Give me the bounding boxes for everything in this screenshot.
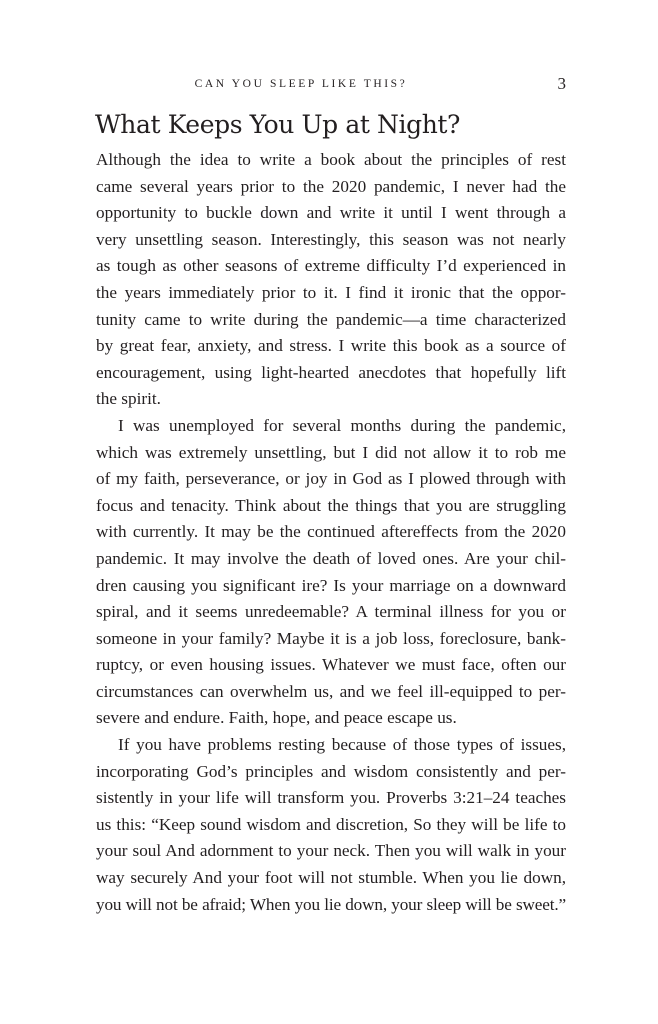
text-line: the spirit. <box>96 389 161 409</box>
text-line: the years immediately prior to it. I find it ironic that the oppor- <box>96 282 566 302</box>
text-line: opportunity to buckle down and write it until I went through a <box>96 203 566 223</box>
text-line: encouragement, using light-hearted anecdotes that hopefully lift <box>96 362 566 382</box>
paragraph-3 <box>96 732 566 918</box>
paragraph-2 <box>96 413 566 732</box>
text-line: pandemic. It may involve the death of loved ones. Are your chil- <box>96 548 566 568</box>
paragraph-1 <box>96 147 566 413</box>
text-line: incorporating God’s principles and wisdom consistently and per- <box>96 761 566 781</box>
text-line: came several years prior to the 2020 pandemic, I never had the <box>96 176 566 196</box>
text-line: focus and tenacity. Think about the things that you are struggling <box>96 495 566 515</box>
text-line: which was extremely unsettling, but I did not allow it to rob me <box>96 442 566 462</box>
running-head <box>96 74 566 98</box>
body-text <box>96 147 566 918</box>
text-line: as tough as other seasons of extreme difficulty I’d experienced in <box>96 256 566 276</box>
text-line: way securely And your foot will not stumble. When you lie down, <box>96 868 566 888</box>
text-line: sistently in your life will transform you. Proverbs 3:21–24 teaches <box>96 788 566 808</box>
text-line: with currently. It may be the continued aftereffects from the 2020 <box>96 522 566 542</box>
text-line: of my faith, perseverance, or joy in God as I plowed through with <box>96 469 566 489</box>
text-line: your soul And adornment to your neck. Then you will walk in your <box>96 841 566 861</box>
text-line: tunity came to write during the pandemic—a time characterized <box>96 309 566 329</box>
running-title: CAN YOU SLEEP LIKE THIS? <box>194 78 408 90</box>
text-line: by great fear, anxiety, and stress. I write this book as a source of <box>96 336 566 356</box>
text-line: Although the idea to write a book about the principles of rest <box>96 150 566 169</box>
page-number: 3 <box>557 74 566 93</box>
text-line: If you have problems resting because of those types of issues, <box>118 735 566 755</box>
text-line: severe and endure. Faith, hope, and peace escape us. <box>96 708 457 728</box>
section-heading: What Keeps You Up at Night? <box>95 110 461 139</box>
text-line: ruptcy, or even housing issues. Whatever we must face, often our <box>96 655 566 675</box>
text-line: you will not be afraid; When you lie down, your sleep will be sweet.” <box>96 894 566 914</box>
text-line: I was unemployed for several months during the pandemic, <box>118 415 566 435</box>
text-line: us this: “Keep sound wisdom and discretion, So they will be life to <box>96 814 566 834</box>
text-line: very unsettling season. Interestingly, this season was not nearly <box>96 229 566 249</box>
text-line: dren causing you significant ire? Is your marriage on a downward <box>96 575 566 595</box>
text-line: circumstances can overwhelm us, and we feel ill-equipped to per- <box>96 681 566 701</box>
text-line: spiral, and it seems unredeemable? A terminal illness for you or <box>96 602 566 622</box>
text-line: someone in your family? Maybe it is a job loss, foreclosure, bank- <box>96 628 566 648</box>
